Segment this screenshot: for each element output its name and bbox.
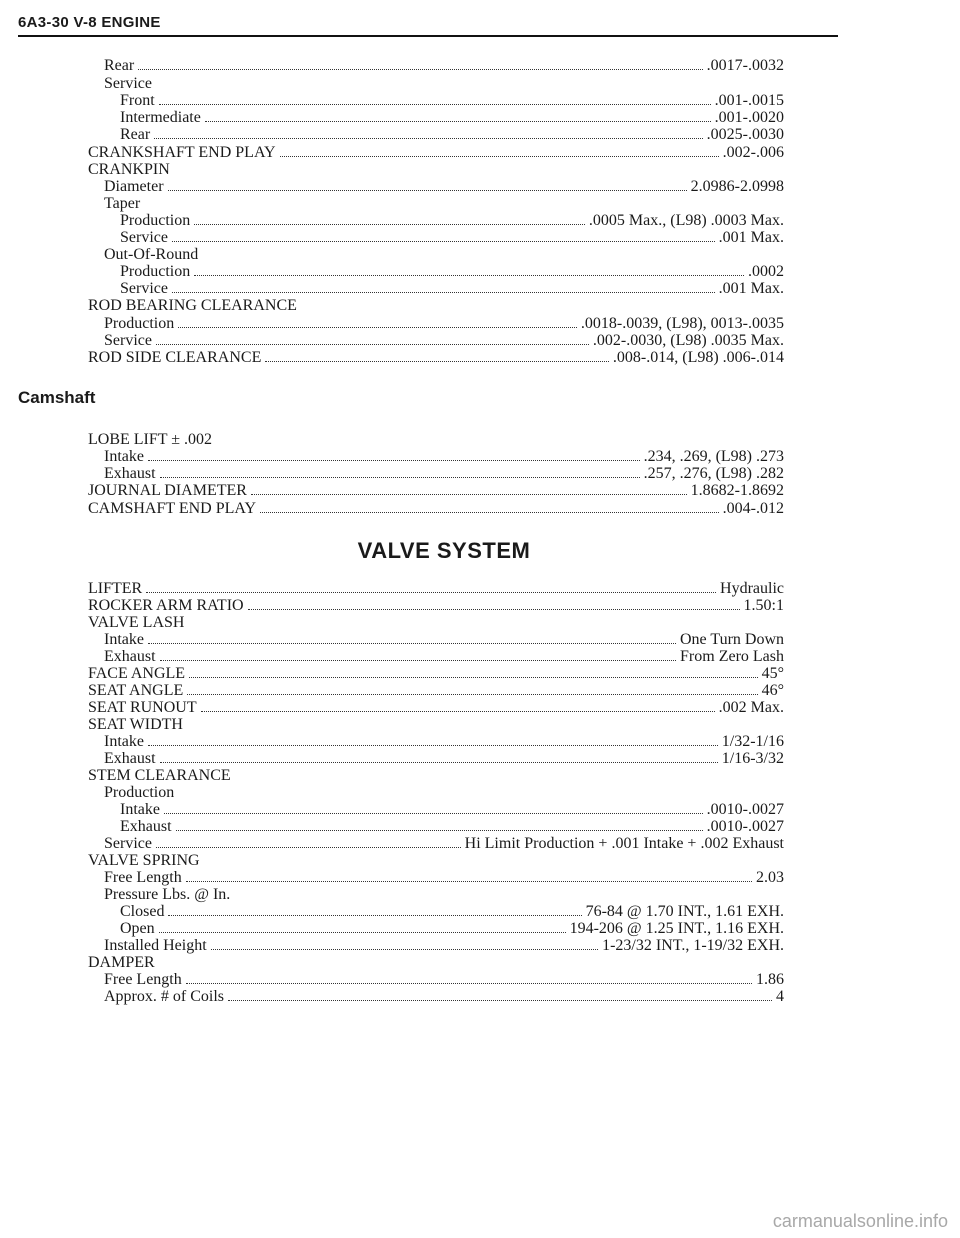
spec-row: Intake .0010-.0027 — [120, 801, 784, 818]
spec-heading: VALVE SPRING — [88, 852, 200, 869]
spec-row: Intake 1/32-1/16 — [104, 733, 784, 750]
spec-row: Production .0005 Max., (L98) .0003 Max. — [120, 212, 784, 229]
spec-row: Exhaust .0010-.0027 — [120, 818, 784, 835]
spec-row: Exhaust 1/16-3/32 — [104, 750, 784, 767]
spec-heading: Taper — [104, 195, 141, 212]
spec-heading: DAMPER — [88, 954, 155, 971]
spec-row: Diameter 2.0986-2.0998 — [104, 178, 784, 195]
spec-heading: STEM CLEARANCE — [88, 767, 231, 784]
spec-row: CRANKSHAFT END PLAY .002-.006 — [88, 144, 784, 161]
spec-heading: CRANKPIN — [88, 161, 170, 178]
spec-row: Rear .0025-.0030 — [120, 126, 784, 143]
spec-row: Intake One Turn Down — [104, 631, 784, 648]
spec-heading: Out-Of-Round — [104, 246, 199, 263]
spec-row: Production .0018-.0039, (L98), 0013-.0035 — [104, 315, 784, 332]
watermark: carmanualsonline.info — [772, 1211, 948, 1231]
spec-row: LIFTER Hydraulic — [88, 580, 784, 597]
spec-row: JOURNAL DIAMETER 1.8682-1.8692 — [88, 482, 784, 499]
page-title: 6A3-30 V-8 ENGINE — [18, 14, 161, 31]
spec-heading: Pressure Lbs. @ In. — [104, 886, 231, 903]
spec-heading: Production — [104, 784, 175, 801]
spec-row: ROCKER ARM RATIO 1.50:1 — [88, 597, 784, 614]
spec-row: Exhaust .257, .276, (L98) .282 — [104, 465, 784, 482]
spec-row: Installed Height 1-23/32 INT., 1-19/32 EXH. — [104, 937, 784, 954]
spec-heading: Service — [104, 75, 152, 92]
spec-row: Front .001-.0015 — [120, 92, 784, 109]
lobe-lift-heading: LOBE LIFT ± .002 — [88, 431, 213, 448]
spec-row: Free Length 1.86 — [104, 971, 784, 988]
spec-heading: ROD BEARING CLEARANCE — [88, 297, 297, 314]
spec-row: Free Length 2.03 — [104, 869, 784, 886]
spec-row: Exhaust From Zero Lash — [104, 648, 784, 665]
spec-row: Service .002-.0030, (L98) .0035 Max. — [104, 332, 784, 349]
spec-row: Approx. # of Coils 4 — [104, 988, 784, 1005]
spec-heading: VALVE LASH — [88, 614, 185, 631]
spec-row: Production .0002 — [120, 263, 784, 280]
spec-row: Open 194-206 @ 1.25 INT., 1.16 EXH. — [120, 920, 784, 937]
valve-system-title: VALVE SYSTEM — [357, 538, 531, 563]
spec-row: Service .001 Max. — [120, 280, 784, 297]
camshaft-section-title: Camshaft — [18, 388, 96, 407]
spec-heading: SEAT WIDTH — [88, 716, 183, 733]
spec-row: SEAT ANGLE 46° — [88, 682, 784, 699]
spec-row: SEAT RUNOUT .002 Max. — [88, 699, 784, 716]
spec-row: FACE ANGLE 45° — [88, 665, 784, 682]
spec-row: Closed 76-84 @ 1.70 INT., 1.61 EXH. — [120, 903, 784, 920]
spec-row: ROD SIDE CLEARANCE .008-.014, (L98) .006-.014 — [88, 349, 784, 366]
spec-row: Intake .234, .269, (L98) .273 — [104, 448, 784, 465]
spec-row: Service Hi Limit Production + .001 Intake + .002 Exhaust — [104, 835, 784, 852]
spec-row: Service .001 Max. — [120, 229, 784, 246]
page-header — [18, 14, 838, 37]
spec-row: CAMSHAFT END PLAY .004-.012 — [88, 500, 784, 517]
spec-row: Rear .0017-.0032 — [104, 57, 784, 74]
spec-row: Intermediate .001-.0020 — [120, 109, 784, 126]
